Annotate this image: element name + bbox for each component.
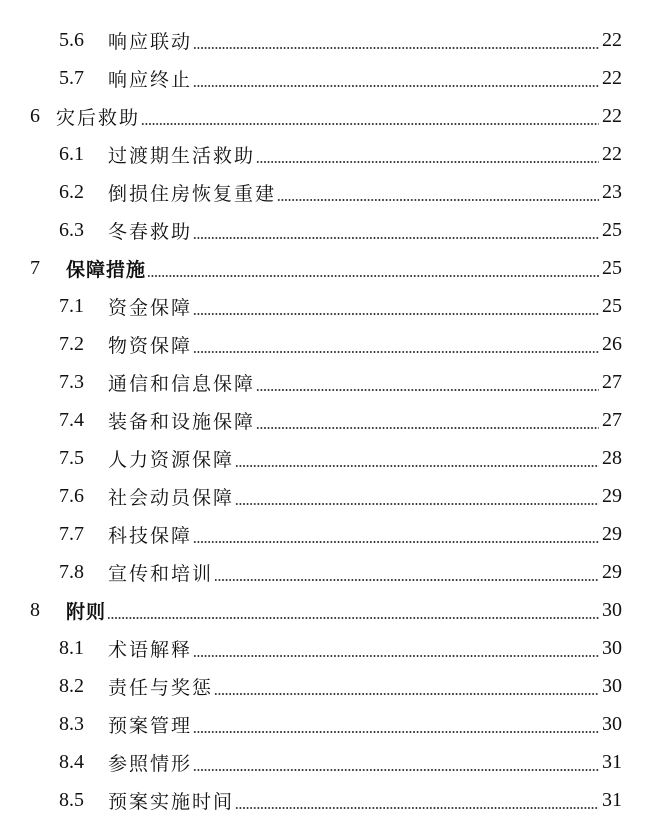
toc-leader-dots [193,211,599,249]
toc-entry-number: 6 [30,104,40,127]
toc-entry-title: 科技保障 [108,524,193,547]
toc-subsection-entry [0,287,662,325]
toc-entry-page: 25 [602,218,622,241]
toc-entry-title: 灾后救助 [56,106,141,129]
toc-entry-page: 23 [602,180,622,203]
toc-entry-number: 5.7 [59,66,84,89]
toc-entry-number: 6.2 [59,180,84,203]
toc-leader-dots [256,401,599,439]
toc-subsection-entry [0,743,662,781]
toc-entry-page: 27 [602,370,622,393]
toc-leader-dots [193,325,599,363]
toc-subsection-entry [0,401,662,439]
toc-entry-page: 27 [602,408,622,431]
toc-subsection-entry [0,211,662,249]
toc-entry-page: 31 [602,788,622,811]
toc-entry-page: 29 [602,560,622,583]
toc-entry-page: 22 [602,66,622,89]
toc-entry-title: 过渡期生活救助 [108,144,256,167]
toc-entry-page: 30 [602,636,622,659]
toc-entry-number: 8 [30,598,40,621]
toc-entry-title: 物资保障 [108,334,193,357]
toc-leader-dots [235,439,599,477]
toc-leader-dots [193,705,599,743]
toc-entry-title: 预案管理 [108,714,193,737]
toc-leader-dots [193,629,599,667]
toc-entry-title: 社会动员保障 [108,486,235,509]
toc-entry-page: 31 [602,750,622,773]
toc-section-entry [0,249,662,287]
toc-entry-title: 保障措施 [66,258,147,281]
toc-entry-page: 26 [602,332,622,355]
toc-entry-number: 7.8 [59,560,84,583]
toc-leader-dots [235,477,599,515]
toc-entry-number: 8.3 [59,712,84,735]
toc-subsection-entry [0,363,662,401]
toc-entry-page: 30 [602,712,622,735]
toc-leader-dots [256,363,599,401]
toc-entry-title: 响应联动 [108,30,193,53]
toc-entry-number: 7.1 [59,294,84,317]
toc-leader-dots [193,515,599,553]
toc-entry-number: 8.2 [59,674,84,697]
toc-subsection-entry [0,705,662,743]
toc-subsection-entry [0,325,662,363]
toc-entry-title: 冬春救助 [108,220,193,243]
toc-entry-page: 22 [602,142,622,165]
toc-entry-title: 宣传和培训 [108,562,214,585]
toc-section-entry [0,591,662,629]
toc-entry-title: 响应终止 [108,68,193,91]
toc-entry-title: 通信和信息保障 [108,372,256,395]
toc-entry-title: 资金保障 [108,296,193,319]
toc-entry-number: 7.6 [59,484,84,507]
toc-entry-number: 6.1 [59,142,84,165]
toc-subsection-entry [0,781,662,819]
toc-entry-page: 22 [602,104,622,127]
toc-leader-dots [193,287,599,325]
toc-entry-title: 附则 [66,600,107,623]
toc-subsection-entry [0,667,662,705]
toc-entry-page: 28 [602,446,622,469]
toc-entry-title: 倒损住房恢复重建 [108,182,277,205]
toc-subsection-entry [0,629,662,667]
toc-entry-number: 8.1 [59,636,84,659]
toc-entry-number: 8.5 [59,788,84,811]
toc-leader-dots [141,97,599,135]
toc-entry-title: 预案实施时间 [108,790,235,813]
toc-entry-number: 6.3 [59,218,84,241]
toc-section-entry [0,97,662,135]
toc-entry-number: 8.4 [59,750,84,773]
toc-entry-number: 5.6 [59,28,84,51]
toc-subsection-entry [0,59,662,97]
toc-leader-dots [214,553,599,591]
toc-entry-title: 人力资源保障 [108,448,235,471]
toc-subsection-entry [0,135,662,173]
toc-leader-dots [193,21,599,59]
toc-subsection-entry [0,173,662,211]
toc-entry-title: 参照情形 [108,752,193,775]
toc-entry-page: 22 [602,28,622,51]
toc-entry-title: 术语解释 [108,638,193,661]
toc-entry-page: 25 [602,256,622,279]
toc-leader-dots [193,59,599,97]
toc-entry-number: 7.7 [59,522,84,545]
toc-entry-number: 7.2 [59,332,84,355]
toc-entry-title: 装备和设施保障 [108,410,256,433]
toc-leader-dots [147,249,599,287]
toc-entry-number: 7.4 [59,408,84,431]
toc-entry-page: 29 [602,484,622,507]
toc-subsection-entry [0,477,662,515]
toc-leader-dots [235,781,599,819]
toc-entry-title: 责任与奖惩 [108,676,214,699]
toc-entry-page: 30 [602,598,622,621]
toc-leader-dots [193,743,599,781]
toc-entry-number: 7 [30,256,40,279]
toc-leader-dots [277,173,599,211]
toc-entry-page: 29 [602,522,622,545]
toc-subsection-entry [0,515,662,553]
toc-subsection-entry [0,553,662,591]
toc-subsection-entry [0,21,662,59]
toc-entry-page: 25 [602,294,622,317]
toc-leader-dots [214,667,599,705]
toc-leader-dots [107,591,599,629]
toc-entry-page: 30 [602,674,622,697]
toc-entry-number: 7.3 [59,370,84,393]
toc-entry-number: 7.5 [59,446,84,469]
toc-subsection-entry [0,439,662,477]
toc-leader-dots [256,135,599,173]
